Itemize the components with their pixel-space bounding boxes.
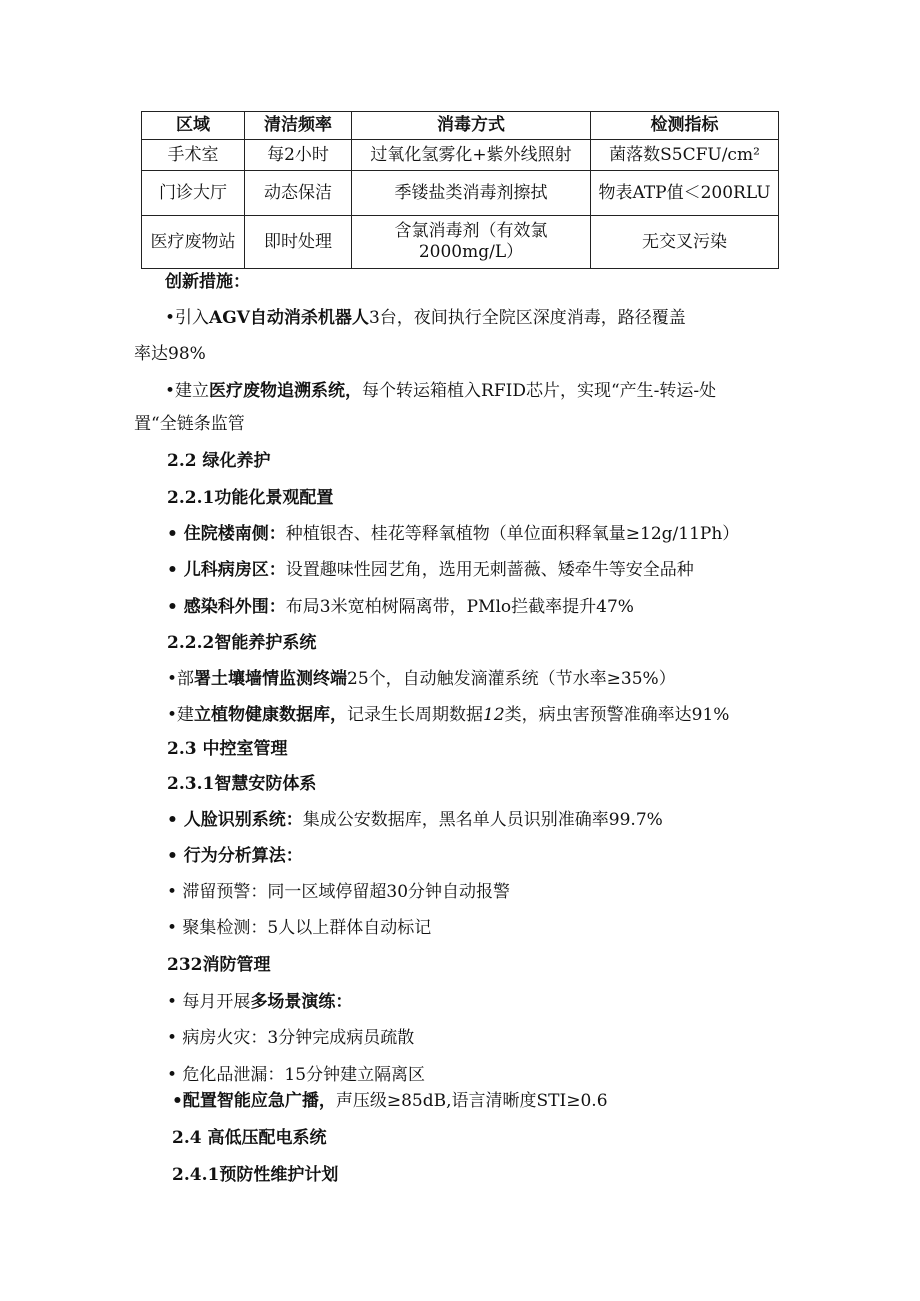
bold-text: • 儿科病房区：: [167, 560, 286, 580]
cleaning-table: [141, 111, 779, 269]
section-heading: 2.2 绿化养护: [167, 451, 271, 471]
table-row: [142, 216, 779, 269]
section-heading: 2.4 高低压配电系统: [172, 1128, 327, 1148]
bold-text: • 人脸识别系统：: [167, 810, 303, 830]
text: •建立: [165, 381, 210, 401]
list-item: [167, 991, 352, 1013]
table-cell: 过氧化氢雾化+紫外线照射: [352, 140, 591, 171]
subsection-heading: 2.3.1智慧安防体系: [167, 774, 317, 794]
table-cell: 医疗废物站: [142, 216, 245, 269]
header-cell: 消毒方式: [352, 112, 591, 140]
bold-text: 医疗废物追溯系统，: [209, 381, 363, 401]
header-cell: 区域: [142, 112, 245, 140]
table-cell: 菌落数S5CFU∕cm²: [591, 140, 779, 171]
text: 类，病虫害预警准确率达91%: [504, 705, 730, 725]
text: •部: [167, 669, 195, 689]
bold-text: 署土壤墙情监测终端: [194, 669, 348, 689]
list-item: [165, 307, 686, 329]
text: 集成公安数据库，黑名单人员识别准确率99.7%: [302, 810, 663, 830]
text: 设置趣味性园艺角，选用无刺蔷薇、矮牵牛等安全品种: [285, 560, 694, 580]
list-item: [167, 596, 634, 618]
table-cell: 手术室: [142, 140, 245, 171]
subsection-heading: 232消防管理: [167, 955, 271, 975]
text: 声压级≥85dB,语言清晰度STI≥0.6: [335, 1091, 608, 1111]
text: •引入: [165, 308, 210, 328]
table-cell: 动态保洁: [245, 171, 352, 216]
bold-text: 立植物健康数据库，: [194, 705, 348, 725]
list-item: [167, 668, 676, 690]
bold-text: 多场景演练：: [250, 992, 353, 1012]
list-item: [167, 704, 729, 726]
list-item: • 危化品泄漏：15分钟建立隔离区: [167, 1065, 426, 1085]
text: •建: [167, 705, 195, 725]
table-cell: [352, 216, 591, 269]
section-heading: 2.3 中控室管理: [167, 739, 288, 759]
list-item: [167, 559, 694, 581]
subsection-heading: 2.2.1功能化景观配置: [167, 488, 334, 508]
innovation-title: 创新措施：: [165, 272, 250, 292]
table-cell: 季镂盐类消毒剂擦拭: [352, 171, 591, 216]
list-item: [165, 380, 716, 402]
table-cell: 即时处理: [245, 216, 352, 269]
text: 布局3米宽柏树隔离带，PMlo拦截率提升47%: [285, 597, 634, 617]
table-header-row: [142, 112, 779, 140]
header-cell: 检测指标: [591, 112, 779, 140]
table-cell: 门诊大厅: [142, 171, 245, 216]
bold-text: • 感染科外围：: [167, 597, 286, 617]
text: 25个，自动触发滴灌系统（节水率≥35%）: [347, 669, 676, 689]
text: 每个转运箱植入RFID芯片，实现“产生-转运-处: [362, 381, 717, 401]
list-item: [167, 809, 663, 831]
bold-text: AGV自动消杀机器人: [209, 308, 369, 328]
list-item: [172, 1090, 608, 1112]
list-item: • 病房火灾：3分钟完成病员疏散: [167, 1028, 415, 1048]
list-item: • 聚集检测：5人以上群体自动标记: [167, 918, 432, 938]
table-row: [142, 171, 779, 216]
italic-text: 12: [483, 705, 505, 725]
subsection-heading: 2.4.1预防性维护计划: [172, 1165, 339, 1185]
list-item: [167, 523, 739, 545]
table-cell: 每2小时: [245, 140, 352, 171]
table-cell: 物表ATP值＜200RLU: [591, 171, 779, 216]
list-item-continuation: 率达98%: [134, 344, 206, 364]
table-row: [142, 140, 779, 171]
text: • 每月开展: [167, 992, 251, 1012]
cell-line: 2000mg∕L）: [418, 242, 524, 262]
text: 记录生长周期数据: [347, 705, 484, 725]
bold-text: •配置智能应急广播，: [172, 1091, 336, 1111]
list-item: • 滞留预警：同一区域停留超30分钟自动报警: [167, 882, 511, 902]
cell-line: 含氯消毒剂（有效氯: [394, 221, 548, 241]
header-cell: 清洁频率: [245, 112, 352, 140]
list-item: • 行为分析算法：: [167, 846, 303, 866]
text: 种植银杏、桂花等释氧植物（单位面积释氧量≥12g∕11Ph）: [285, 524, 740, 544]
list-item-continuation: 置“全链条监管: [134, 414, 245, 434]
bold-text: • 住院楼南侧：: [167, 524, 286, 544]
subsection-heading: 2.2.2智能养护系统: [167, 633, 317, 653]
text: 3台，夜间执行全院区深度消毒，路径覆盖: [368, 308, 686, 328]
table-cell: 无交叉污染: [591, 216, 779, 269]
